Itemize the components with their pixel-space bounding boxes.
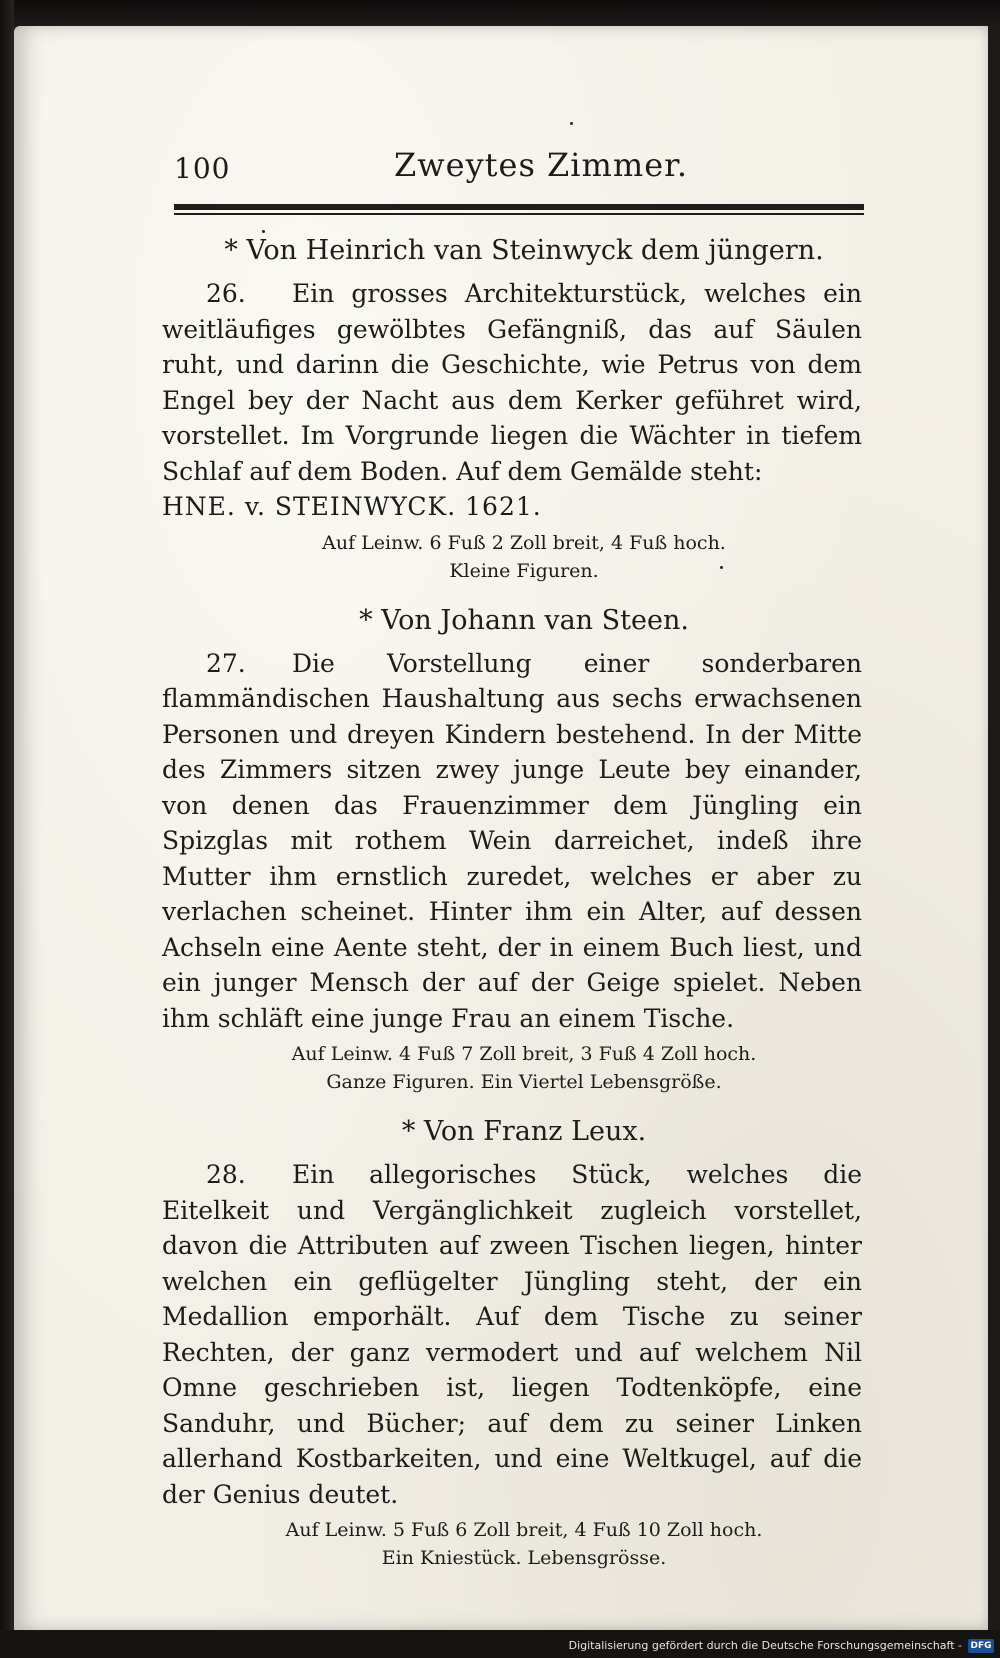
artist-heading: * Von Franz Leux.	[401, 1116, 647, 1147]
figure-note: Ein Kniestück. Lebensgrösse.	[381, 1547, 667, 1569]
running-title: Zweytes Zimmer.	[394, 146, 689, 184]
entry-number: 27.	[206, 648, 246, 678]
book-top-edge	[0, 0, 1000, 28]
dfg-logo-icon: DFG	[968, 1639, 994, 1653]
page-number: 100	[174, 152, 231, 185]
entry-text: Ein allegorisches Stück, welches die Eitelkeit und Vergänglichkeit zugleich vorstellet, davon die Attributen auf zween Tischen liegen, hinter welchen ein geflügelter Jüngling steht, der ein Medallion emporhält. Auf dem Tische zu seiner Rechten, der ganz vermodert und auf welchem Nil Omne geschrieben ist, liegen Todtenköpfe, eine Sanduhr, und Bücher; auf dem zu seiner Linken allerhand Kostbarkeiten, und eine Weltkugel, auf die der Genius deutet.	[162, 1160, 862, 1509]
painting-signature: HNE. v. STEINWYCK. 1621.	[162, 492, 542, 521]
figure-note: Ganze Figuren. Ein Viertel Lebensgröße.	[326, 1071, 722, 1093]
book-left-edge	[0, 0, 14, 1658]
entry-number: 28.	[206, 1160, 246, 1189]
entry-number: 26.	[206, 279, 246, 308]
artist-heading: * Von Johann van Steen.	[359, 604, 689, 636]
running-head	[174, 146, 934, 192]
ink-speck	[570, 122, 573, 125]
funding-credit: Digitalisierung gefördert durch die Deutsche Forschungsgemeinschaft -	[568, 1639, 962, 1652]
footer-bar	[0, 1630, 1000, 1658]
catalogue-entry	[162, 276, 862, 525]
dimensions-line: Auf Leinw. 4 Fuß 7 Zoll breit, 3 Fuß 4 Zoll hoch.	[291, 1043, 757, 1065]
dimensions-line: Auf Leinw. 6 Fuß 2 Zoll breit, 4 Fuß hoch.	[322, 531, 726, 554]
catalogue-entry	[162, 646, 862, 1037]
header-rule-thick	[174, 204, 864, 210]
header-rule-thin	[174, 213, 864, 215]
page-content	[162, 146, 934, 1572]
entry-text: Ein grosses Architekturstück, welches ein weitläufiges gewölbtes Gefängniß, das auf Säulen ruht, und darinn die Geschichte, wie Petrus von dem Engel bey der Nacht aus dem Kerker geführet wird, vorstellet. Im Vorgrunde liegen die Wächter in tiefem Schlaf auf dem Boden. Auf dem Gemälde steht:	[162, 279, 862, 486]
artist-heading: * Von Heinrich van Steinwyck dem jüngern.	[224, 235, 824, 266]
dimensions-line: Auf Leinw. 5 Fuß 6 Zoll breit, 4 Fuß 10 Zoll hoch.	[285, 1519, 763, 1541]
figure-note: Kleine Figuren.	[449, 559, 599, 582]
entry-text: Die Vorstellung einer sonderbaren flammändischen Haushaltung aus sechs erwachsenen Personen und dreyen Kindern bestehend. In der Mitte des Zimmers sitzen zwey junge Leute bey einander, von denen das Frauenzimmer dem Jüngling ein Spizglas mit rothem Wein darreichet, indeß ihre Mutter ihm ernstlich zuredet, welches er aber zu verlachen scheinet. Hinter ihm ein Alter, auf dessen Achseln eine Aente steht, der in einem Buch liest, und ein junger Mensch der auf der Geige spielet. Neben ihm schläft eine junge Frau an einem Tische.	[162, 648, 862, 1033]
catalogue-entry	[162, 1157, 862, 1512]
book-page	[14, 26, 988, 1630]
